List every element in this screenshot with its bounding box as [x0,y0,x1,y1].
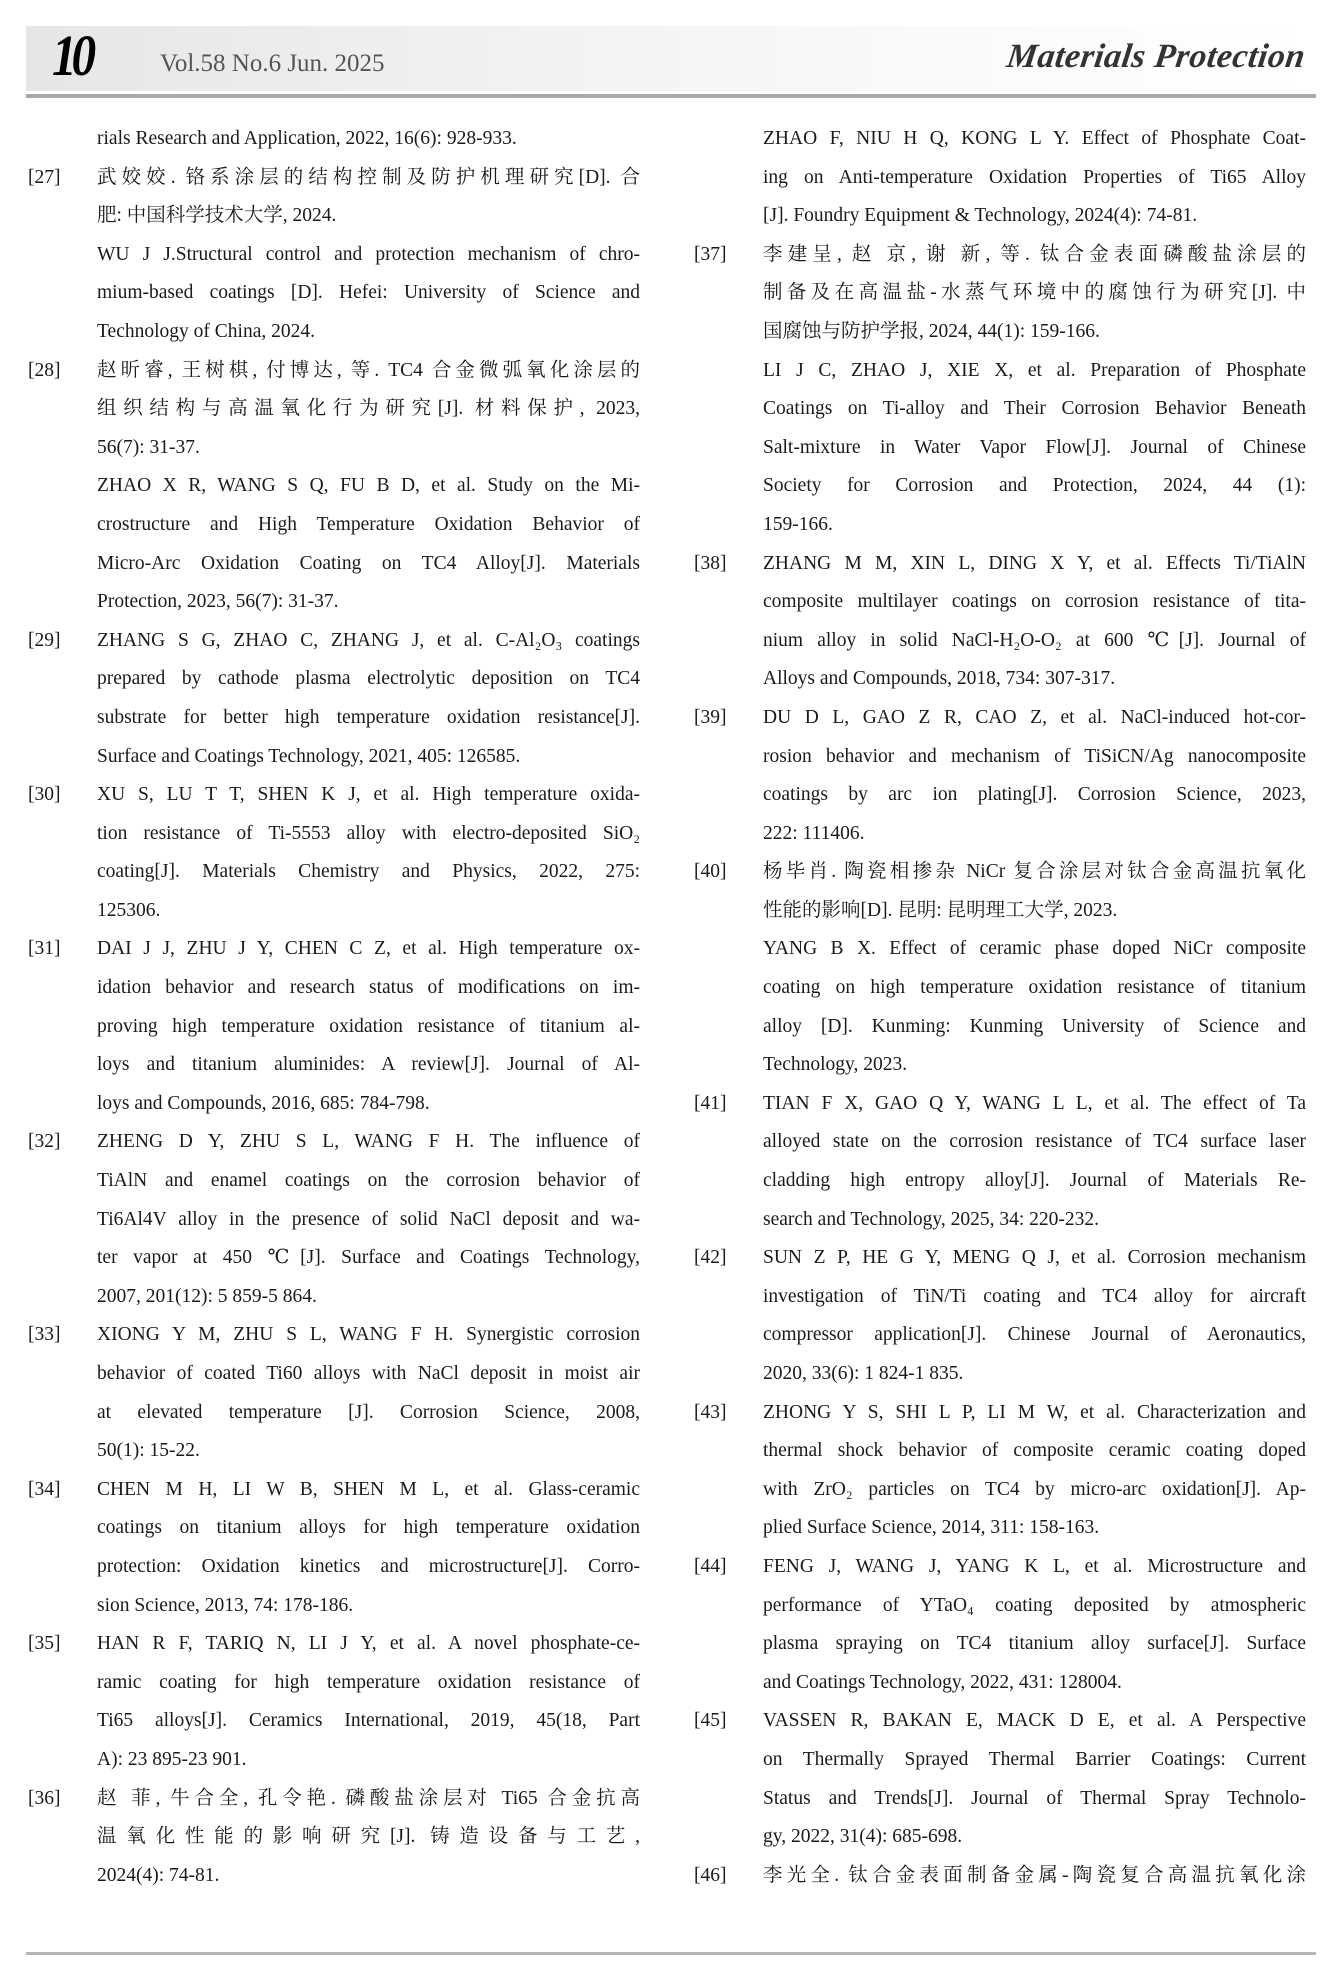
reference-line [694,1008,1306,1047]
reference-text: CHEN M H, LI W B, SHEN M L, et al. Glass-ceramic [97,1478,640,1500]
reference-text: FENG J, WANG J, YANG K L, et al. Microstructure and [763,1555,1306,1577]
reference-line [28,197,640,236]
reference-line [694,1046,1306,1085]
reference-line [694,120,1306,159]
reference-text: ramic coating for high temperature oxidation resistance of [97,1671,640,1693]
reference-line [694,1587,1306,1626]
reference-text: Society for Corrosion and Protection, 2024, 44 (1): [763,475,1306,497]
reference-number: [46] [694,1864,727,1886]
reference-text: plasma spraying on TC4 titanium alloy surface[J]. Surface [763,1633,1306,1655]
reference-number: [29] [28,629,61,651]
reference-line [694,969,1306,1008]
reference-text: 性能的影响[D]. 昆明: 昆明理工大学, 2023. [763,899,1118,921]
reference-number: [38] [694,552,727,574]
reference-text: Protection, 2023, 56(7): 31-37. [97,591,339,613]
reference-text: 赵 菲, 牛合全, 孔令艳. 磷酸盐涂层对 Ti65 合金抗高 [97,1787,640,1809]
reference-text: DAI J J, ZHU J Y, CHEN C Z, et al. High temperature ox- [97,938,640,960]
reference-line [694,1355,1306,1394]
reference-number: [42] [694,1247,727,1269]
reference-line [28,1548,640,1587]
reference-text: on Thermally Sprayed Thermal Barrier Coatings: Current [763,1748,1306,1770]
reference-text: substrate for better high temperature oxidation resistance[J]. [97,706,640,728]
reference-line [28,1857,640,1896]
reference-text: 159-166. [763,513,833,535]
reference-text: 50(1): 15-22. [97,1440,200,1462]
reference-text: Salt-mixture in Water Vapor Flow[J]. Journal of Chinese [763,436,1306,458]
reference-text: Surface and Coatings Technology, 2021, 405: 126585. [97,745,521,767]
reference-line [28,1509,640,1548]
reference-start-line [28,1316,640,1355]
reference-text: composite multilayer coatings on corrosion resistance of tita- [763,591,1306,613]
reference-text: 2007, 201(12): 5 859-5 864. [97,1285,317,1307]
reference-line [28,1394,640,1433]
reference-start-line [28,1625,640,1664]
reference-start-line [28,1123,640,1162]
reference-line [28,892,640,931]
reference-text: mium-based coatings [D]. Hefei: University of Science and [97,282,640,304]
reference-line [694,467,1306,506]
reference-line [694,738,1306,777]
reference-text: 制备及在高温盐-水蒸气环境中的腐蚀行为研究[J]. 中 [763,282,1306,304]
issue-info: Vol.58 No.6 Jun. 2025 [160,50,385,77]
reference-number: [27] [28,166,61,188]
reference-number: [30] [28,784,61,806]
reference-text: Technology of China, 2024. [97,320,315,342]
reference-text: Technology, 2023. [763,1054,908,1076]
reference-text: ZHENG D Y, ZHU S L, WANG F H. The influence of [97,1131,640,1153]
reference-line [28,1664,640,1703]
reference-text: gy, 2022, 31(4): 685-698. [763,1826,963,1848]
reference-text: coatings by arc ion plating[J]. Corrosion Science, 2023, [763,784,1306,806]
reference-text: 赵昕睿, 王树棋, 付博达, 等. TC4 合金微弧氧化涂层的 [97,359,640,381]
reference-line [694,352,1306,391]
reference-line [28,1818,640,1857]
reference-text: VASSEN R, BAKAN E, MACK D E, et al. A Perspective [763,1710,1306,1732]
reference-start-line [694,545,1306,584]
reference-line [694,622,1306,661]
footer-divider [26,1952,1316,1955]
reference-start-line [28,622,640,661]
reference-text: Ti65 alloys[J]. Ceramics International, 2019, 45(18, Part [97,1710,640,1732]
reference-line [694,1471,1306,1510]
reference-text: Micro-Arc Oxidation Coating on TC4 Alloy[J]. Materials [97,552,640,574]
reference-text: HAN R F, TARIQ N, LI J Y, et al. A novel phosphate-ce- [97,1633,640,1655]
reference-text: prepared by cathode plasma electrolytic deposition on TC4 [97,668,640,690]
reference-line [28,1239,640,1278]
reference-text: 李光全. 钛合金表面制备金属-陶瓷复合高温抗氧化涂 [763,1864,1306,1886]
reference-line [28,738,640,777]
reference-text: 125306. [97,899,161,921]
reference-text: WU J J.Structural control and protection mechanism of chro- [97,243,640,265]
reference-text: idation behavior and research status of modifications on im- [97,977,640,999]
reference-line [694,660,1306,699]
reference-start-line [694,1857,1306,1896]
reference-number: [31] [28,938,61,960]
reference-line [28,467,640,506]
reference-line [694,1123,1306,1162]
page-number: 10 [52,23,92,88]
reference-line [694,930,1306,969]
reference-line [28,660,640,699]
reference-line [694,815,1306,854]
reference-text: 温氧化性能的影响研究[J]. 铸造设备与工艺, [97,1826,640,1848]
reference-line [28,390,640,429]
references-column-left [28,120,640,1895]
reference-line [694,313,1306,352]
reference-start-line [28,1471,640,1510]
reference-start-line [28,1780,640,1819]
reference-text: 武姣姣. 铬系涂层的结构控制及防护机理研究[D]. 合 [97,166,640,188]
reference-text: crostructure and High Temperature Oxidation Behavior of [97,513,640,535]
reference-line [28,699,640,738]
reference-text: sion Science, 2013, 74: 178-186. [97,1594,354,1616]
reference-line [28,236,640,275]
reference-text: alloy [D]. Kunming: Kunming University of Science and [763,1015,1306,1037]
reference-line [28,1741,640,1780]
reference-start-line [694,1548,1306,1587]
reference-line [694,390,1306,429]
reference-line [28,545,640,584]
reference-text: [J]. Foundry Equipment & Technology, 2024(4): 74-81. [763,205,1198,227]
reference-line [694,1201,1306,1240]
reference-line [694,1664,1306,1703]
reference-text: ZHANG M M, XIN L, DING X Y, et al. Effects Ti/TiAlN [763,552,1306,574]
reference-line [28,274,640,313]
reference-number: [44] [694,1555,727,1577]
reference-text: proving high temperature oxidation resistance of titanium al- [97,1015,640,1037]
reference-text: ZHAO F, NIU H Q, KONG L Y. Effect of Phosphate Coat- [763,128,1306,149]
reference-line [28,969,640,1008]
reference-line [694,1432,1306,1471]
reference-line [28,583,640,622]
reference-text: protection: Oxidation kinetics and microstructure[J]. Corro- [97,1555,640,1577]
reference-start-line [28,352,640,391]
reference-text: Status and Trends[J]. Journal of Thermal Spray Technolo- [763,1787,1306,1809]
reference-text: at elevated temperature [J]. Corrosion Science, 2008, [97,1401,640,1423]
reference-text: SUN Z P, HE G Y, MENG Q J, et al. Corrosion mechanism [763,1247,1306,1269]
reference-text: ter vapor at 450 ℃[J]. Surface and Coatings Technology, [97,1247,640,1269]
reference-number: [37] [694,243,727,265]
reference-start-line [694,1085,1306,1124]
reference-number: [28] [28,359,61,381]
reference-text: ing on Anti-temperature Oxidation Properties of Ti65 Alloy [763,166,1306,188]
reference-line [694,1316,1306,1355]
reference-text: performance of YTaO₄ coating deposited by atmospheric [763,1594,1306,1616]
journal-title: Materials Protection [1004,38,1308,75]
reference-text: A): 23 895-23 901. [97,1748,247,1770]
reference-line [28,1008,640,1047]
reference-line [28,1355,640,1394]
reference-text: rials Research and Application, 2022, 16(6): 928-933. [97,128,517,149]
reference-line [28,120,640,159]
reference-text: loys and Compounds, 2016, 685: 784-798. [97,1092,430,1114]
reference-number: [36] [28,1787,61,1809]
reference-start-line [694,699,1306,738]
reference-text: Ti6Al4V alloy in the presence of solid NaCl deposit and wa- [97,1208,640,1230]
reference-start-line [28,159,640,198]
reference-line [28,1162,640,1201]
reference-text: and Coatings Technology, 2022, 431: 128004. [763,1671,1122,1693]
reference-text: behavior of coated Ti60 alloys with NaCl deposit in moist air [97,1363,640,1384]
reference-text: Alloys and Compounds, 2018, 734: 307-317. [763,668,1116,690]
reference-number: [32] [28,1131,61,1153]
reference-line [694,892,1306,931]
reference-text: 2024(4): 74-81. [97,1864,220,1886]
reference-line [28,1702,640,1741]
reference-text: coatings on titanium alloys for high temperature oxidation [97,1517,640,1539]
reference-text: alloyed state on the corrosion resistance of TC4 surface laser [763,1131,1306,1153]
reference-line [694,197,1306,236]
reference-number: [45] [694,1710,727,1732]
reference-line [694,1509,1306,1548]
reference-text: 杨毕肖. 陶瓷相掺杂 NiCr 复合涂层对钛合金高温抗氧化 [763,861,1306,883]
reference-text: 肥: 中国科学技术大学, 2024. [97,205,337,227]
reference-line [694,1162,1306,1201]
reference-text: loys and titanium aluminides: A review[J]. Journal of Al- [97,1054,640,1076]
reference-line [28,1201,640,1240]
reference-start-line [694,1702,1306,1741]
reference-line [28,1587,640,1626]
reference-number: [40] [694,861,727,883]
reference-line [694,506,1306,545]
reference-text: ZHONG Y S, SHI L P, LI M W, et al. Characterization and [763,1401,1306,1423]
reference-line [694,1780,1306,1819]
reference-text: thermal shock behavior of composite ceramic coating doped [763,1440,1306,1462]
reference-text: nium alloy in solid NaCl-H₂O-O₂ at 600 ℃[J]. Journal of [763,629,1306,651]
reference-number: [41] [694,1092,727,1114]
reference-line [694,1278,1306,1317]
reference-line [28,429,640,468]
reference-text: YANG B X. Effect of ceramic phase doped NiCr composite [763,938,1306,960]
reference-text: compressor application[J]. Chinese Journal of Aeronautics, [763,1324,1306,1346]
reference-line [28,815,640,854]
reference-text: plied Surface Science, 2014, 311: 158-163. [763,1517,1100,1539]
reference-text: tion resistance of Ti-5553 alloy with electro-deposited SiO₂ [97,822,640,844]
reference-number: [34] [28,1478,61,1500]
reference-text: XIONG Y M, ZHU S L, WANG F H. Synergistic corrosion [97,1324,640,1346]
reference-text: LI J C, ZHAO J, XIE X, et al. Preparation of Phosphate [763,359,1306,381]
reference-line [694,159,1306,198]
reference-text: TiAlN and enamel coatings on the corrosion behavior of [97,1170,640,1192]
reference-line [28,1046,640,1085]
reference-line [28,853,640,892]
reference-line [694,429,1306,468]
reference-start-line [28,776,640,815]
reference-text: cladding high entropy alloy[J]. Journal of Materials Re- [763,1170,1306,1192]
reference-text: coating on high temperature oxidation resistance of titanium [763,977,1306,999]
reference-line [28,1432,640,1471]
reference-line [28,506,640,545]
reference-number: [35] [28,1633,61,1655]
reference-text: coating[J]. Materials Chemistry and Physics, 2022, 275: [97,861,640,883]
reference-line [694,583,1306,622]
reference-text: with ZrO₂ particles on TC4 by micro-arc oxidation[J]. Ap- [763,1478,1306,1500]
reference-line [28,313,640,352]
reference-text: TIAN F X, GAO Q Y, WANG L L, et al. The effect of Ta [763,1092,1306,1114]
reference-text: 222: 111406. [763,822,865,844]
reference-text: XU S, LU T T, SHEN K J, et al. High temperature oxida- [97,784,640,806]
reference-text: 56(7): 31-37. [97,436,200,458]
reference-line [694,274,1306,313]
reference-line [694,1741,1306,1780]
reference-number: [39] [694,706,727,728]
reference-text: 国腐蚀与防护学报, 2024, 44(1): 159-166. [763,320,1100,342]
reference-text: investigation of TiN/Ti coating and TC4 alloy for aircraft [763,1285,1306,1307]
reference-number: [43] [694,1401,727,1423]
references-column-right [694,120,1306,1895]
reference-text: 2020, 33(6): 1 824-1 835. [763,1363,964,1384]
reference-line [694,1625,1306,1664]
reference-line [694,1818,1306,1857]
reference-text: 组织结构与高温氧化行为研究[J]. 材料保护, 2023, [97,398,640,420]
reference-line [694,776,1306,815]
reference-text: DU D L, GAO Z R, CAO Z, et al. NaCl-induced hot-cor- [763,706,1306,728]
reference-line [28,1085,640,1124]
reference-text: 李建呈, 赵 京, 谢 新, 等. 钛合金表面磷酸盐涂层的 [763,243,1306,265]
reference-start-line [28,930,640,969]
reference-text: Coatings on Ti-alloy and Their Corrosion Behavior Beneath [763,398,1306,420]
reference-number: [33] [28,1324,61,1346]
header-divider [26,94,1316,98]
reference-start-line [694,1394,1306,1433]
reference-start-line [694,853,1306,892]
reference-text: ZHAO X R, WANG S Q, FU B D, et al. Study on the Mi- [97,475,640,497]
reference-start-line [694,1239,1306,1278]
reference-start-line [694,236,1306,275]
reference-text: search and Technology, 2025, 34: 220-232. [763,1208,1100,1230]
reference-line [28,1278,640,1317]
reference-text: ZHANG S G, ZHAO C, ZHANG J, et al. C-Al₂O₃ coatings [97,629,640,651]
reference-text: rosion behavior and mechanism of TiSiCN/Ag nanocomposite [763,745,1306,767]
